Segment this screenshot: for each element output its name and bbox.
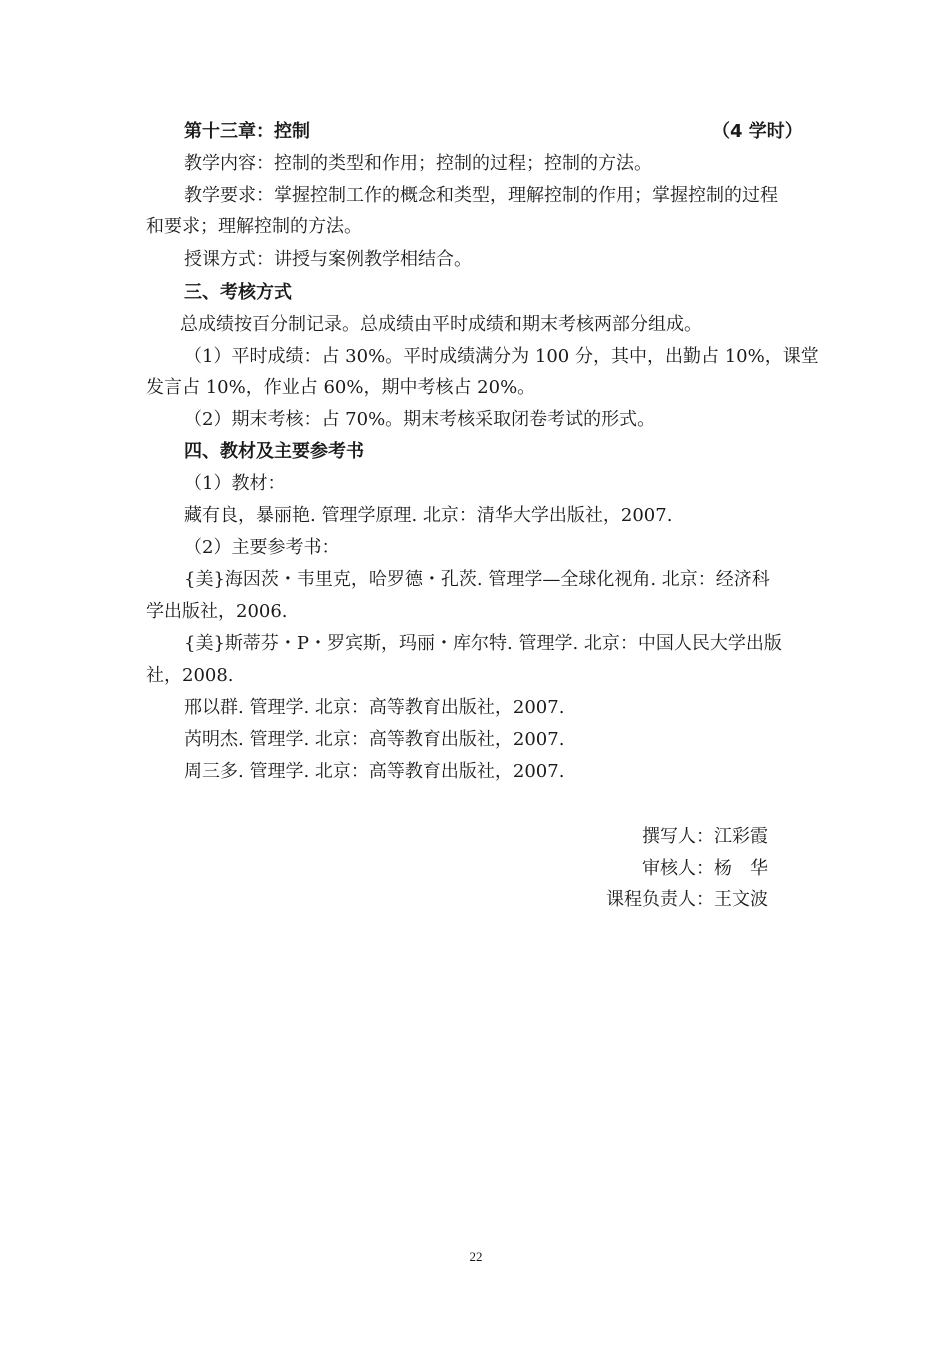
reference-1-line1: {美}海因茨・韦里克，哈罗德・孔茨. 管理学—全球化视角. 北京：经济科	[184, 569, 770, 590]
teaching-requirement-line2: 和要求；理解控制的方法。	[146, 216, 362, 237]
usual-score-line2: 发言占 10%，作业占 60%，期中考核占 20%。	[146, 377, 536, 398]
reference-5: 周三多. 管理学. 北京：高等教育出版社，2007.	[184, 761, 565, 782]
teaching-method: 授课方式：讲授与案例教学相结合。	[184, 249, 472, 270]
final-exam: （2）期末考核：占 70%。期末考核采取闭卷考试的形式。	[184, 409, 656, 430]
signature-reviewer: 审核人：杨 华	[642, 858, 768, 879]
teaching-content: 教学内容：控制的类型和作用；控制的过程；控制的方法。	[184, 153, 652, 174]
chapter-hours: （4 学时）	[712, 121, 803, 142]
reference-3: 邢以群. 管理学. 北京：高等教育出版社，2007.	[184, 697, 565, 718]
assessment-intro: 总成绩按百分制记录。总成绩由平时成绩和期末考核两部分组成。	[180, 314, 702, 335]
chapter-title: 第十三章：控制	[184, 121, 310, 142]
signature-author: 撰写人：江彩霞	[642, 826, 768, 847]
reference-2-line2: 社，2008.	[146, 665, 234, 686]
usual-score-line1: （1）平时成绩：占 30%。平时成绩满分为 100 分，其中，出勤占 10%，课堂	[184, 346, 819, 367]
references-label: （2）主要参考书：	[184, 537, 340, 558]
assessment-heading: 三、考核方式	[184, 282, 292, 303]
reference-2-line1: {美}斯蒂芬・P・罗宾斯，玛丽・库尔特. 管理学. 北京：中国人民大学出版	[184, 633, 782, 654]
books-heading: 四、教材及主要参考书	[184, 441, 364, 462]
textbook-entry: 藏有良，暴丽艳. 管理学原理. 北京：清华大学出版社，2007.	[184, 505, 673, 526]
reference-4: 芮明杰. 管理学. 北京：高等教育出版社，2007.	[184, 729, 565, 750]
signature-course-owner: 课程负责人：王文波	[606, 889, 768, 910]
teaching-requirement-line1: 教学要求：掌握控制工作的概念和类型，理解控制的作用；掌握控制的过程	[184, 185, 778, 206]
reference-1-line2: 学出版社，2006.	[146, 601, 288, 622]
textbook-label: （1）教材：	[184, 473, 286, 494]
page-number: 22	[469, 1249, 483, 1264]
